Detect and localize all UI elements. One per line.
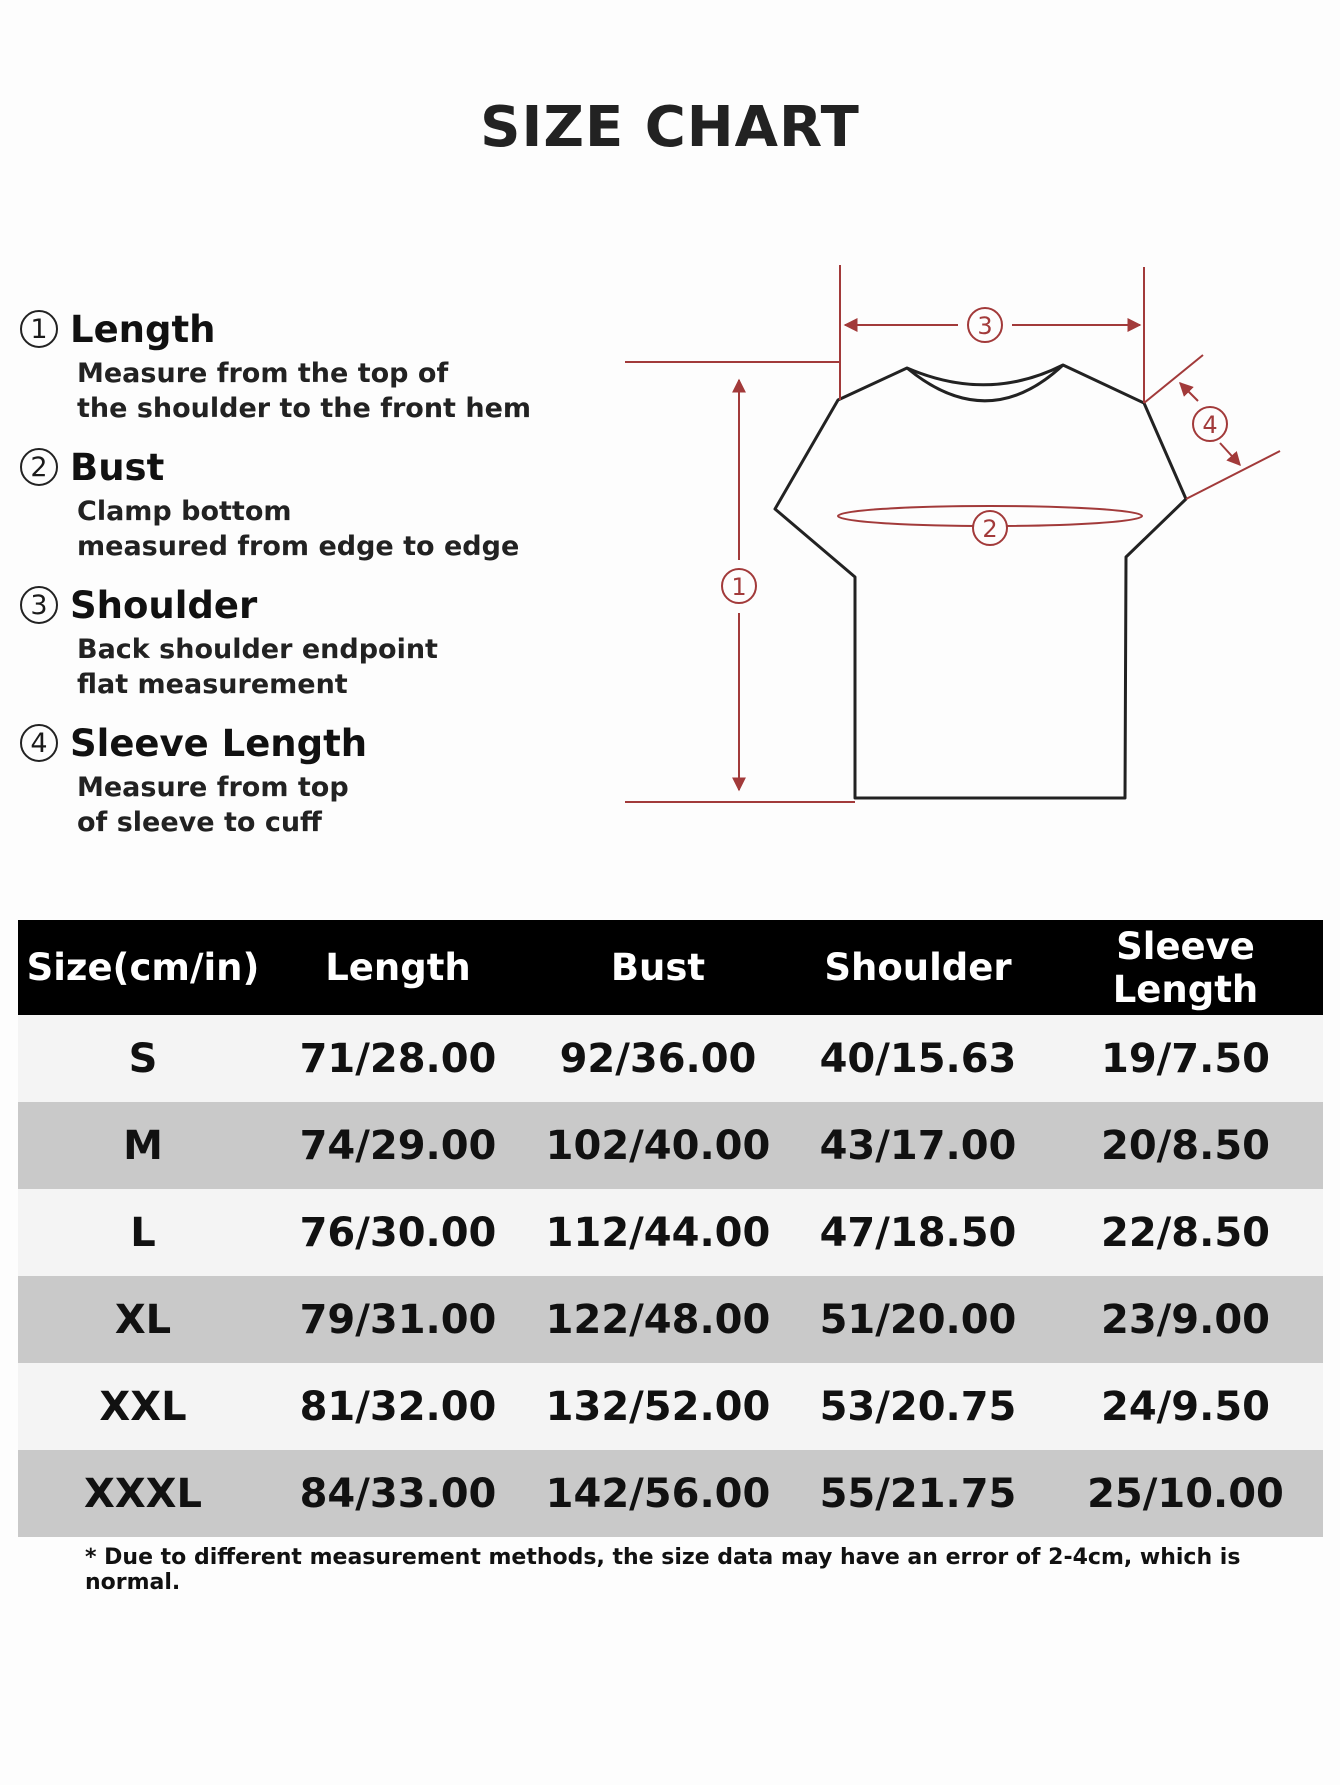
table-cell: L: [18, 1189, 268, 1276]
legend-item-length: [20, 302, 580, 440]
column-header-shoulder: Shoulder: [788, 920, 1048, 1015]
table-cell: 25/10.00: [1048, 1450, 1323, 1537]
page-title: SIZE CHART: [480, 95, 860, 160]
number-badge: 3: [20, 586, 58, 624]
table-cell: XL: [18, 1276, 268, 1363]
table-cell: M: [18, 1102, 268, 1189]
measurement-legend: [20, 302, 580, 854]
legend-item-bust: [20, 440, 580, 578]
legend-description: [77, 494, 580, 564]
table-row: [18, 1102, 1323, 1189]
table-cell: 132/52.00: [528, 1363, 788, 1450]
table-row: [18, 1276, 1323, 1363]
table-cell: 53/20.75: [788, 1363, 1048, 1450]
table-row: [18, 1189, 1323, 1276]
legend-label: Shoulder: [70, 583, 258, 627]
table-cell: 84/33.00: [268, 1450, 528, 1537]
legend-desc-line: Clamp bottom: [77, 496, 292, 527]
table-cell: 71/28.00: [268, 1015, 528, 1102]
table-cell: 23/9.00: [1048, 1276, 1323, 1363]
table-cell: 76/30.00: [268, 1189, 528, 1276]
table-row: [18, 1363, 1323, 1450]
table-cell: 122/48.00: [528, 1276, 788, 1363]
legend-label: Length: [70, 307, 216, 351]
table-cell: 55/21.75: [788, 1450, 1048, 1537]
table-row: [18, 1015, 1323, 1102]
legend-desc-line: Back shoulder endpoint: [77, 634, 438, 665]
legend-label: Bust: [70, 445, 165, 489]
legend-description: [77, 770, 580, 840]
legend-desc-line: of sleeve to cuff: [77, 807, 322, 838]
table-cell: 102/40.00: [528, 1102, 788, 1189]
legend-desc-line: flat measurement: [77, 669, 348, 700]
table-cell: 79/31.00: [268, 1276, 528, 1363]
marker-3: 3: [977, 312, 993, 340]
table-row: [18, 1450, 1323, 1537]
size-table: [18, 920, 1323, 1537]
legend-description: [77, 356, 580, 426]
table-cell: 142/56.00: [528, 1450, 788, 1537]
marker-2: 2: [982, 515, 998, 543]
table-header-row: [18, 920, 1323, 1015]
table-cell: 92/36.00: [528, 1015, 788, 1102]
table-cell: 19/7.50: [1048, 1015, 1323, 1102]
legend-description: [77, 632, 580, 702]
number-badge: 1: [20, 310, 58, 348]
number-badge: 2: [20, 448, 58, 486]
tshirt-diagram: [600, 255, 1300, 825]
column-header-length: Length: [268, 920, 528, 1015]
number-badge: 4: [20, 724, 58, 762]
column-header-size: Size(cm/in): [18, 920, 268, 1015]
table-cell: 40/15.63: [788, 1015, 1048, 1102]
marker-4: 4: [1202, 411, 1218, 439]
footnote: * Due to different measurement methods, the size data may have an error of 2-4cm, which is normal.: [85, 1545, 1241, 1595]
legend-desc-line: measured from edge to edge: [77, 531, 520, 562]
table-cell: XXL: [18, 1363, 268, 1450]
table-cell: 51/20.00: [788, 1276, 1048, 1363]
legend-label: Sleeve Length: [70, 721, 368, 765]
table-cell: 47/18.50: [788, 1189, 1048, 1276]
column-header-bust: Bust: [528, 920, 788, 1015]
table-cell: XXXL: [18, 1450, 268, 1537]
table-cell: 112/44.00: [528, 1189, 788, 1276]
legend-desc-line: Measure from the top of: [77, 358, 449, 389]
column-header-sleeve-length: Sleeve Length: [1048, 920, 1323, 1015]
table-cell: 74/29.00: [268, 1102, 528, 1189]
legend-item-shoulder: [20, 578, 580, 716]
legend-desc-line: Measure from top: [77, 772, 349, 803]
table-cell: 24/9.50: [1048, 1363, 1323, 1450]
measurement-lines: [625, 265, 1280, 802]
table-cell: 22/8.50: [1048, 1189, 1323, 1276]
table-cell: 43/17.00: [788, 1102, 1048, 1189]
table-cell: 81/32.00: [268, 1363, 528, 1450]
table-cell: 20/8.50: [1048, 1102, 1323, 1189]
tshirt-outline: [746, 364, 1186, 798]
legend-desc-line: the shoulder to the front hem: [77, 393, 532, 424]
marker-1: 1: [731, 573, 747, 601]
table-cell: S: [18, 1015, 268, 1102]
legend-item-sleeve-length: [20, 716, 580, 854]
measurement-markers: [722, 308, 1227, 603]
